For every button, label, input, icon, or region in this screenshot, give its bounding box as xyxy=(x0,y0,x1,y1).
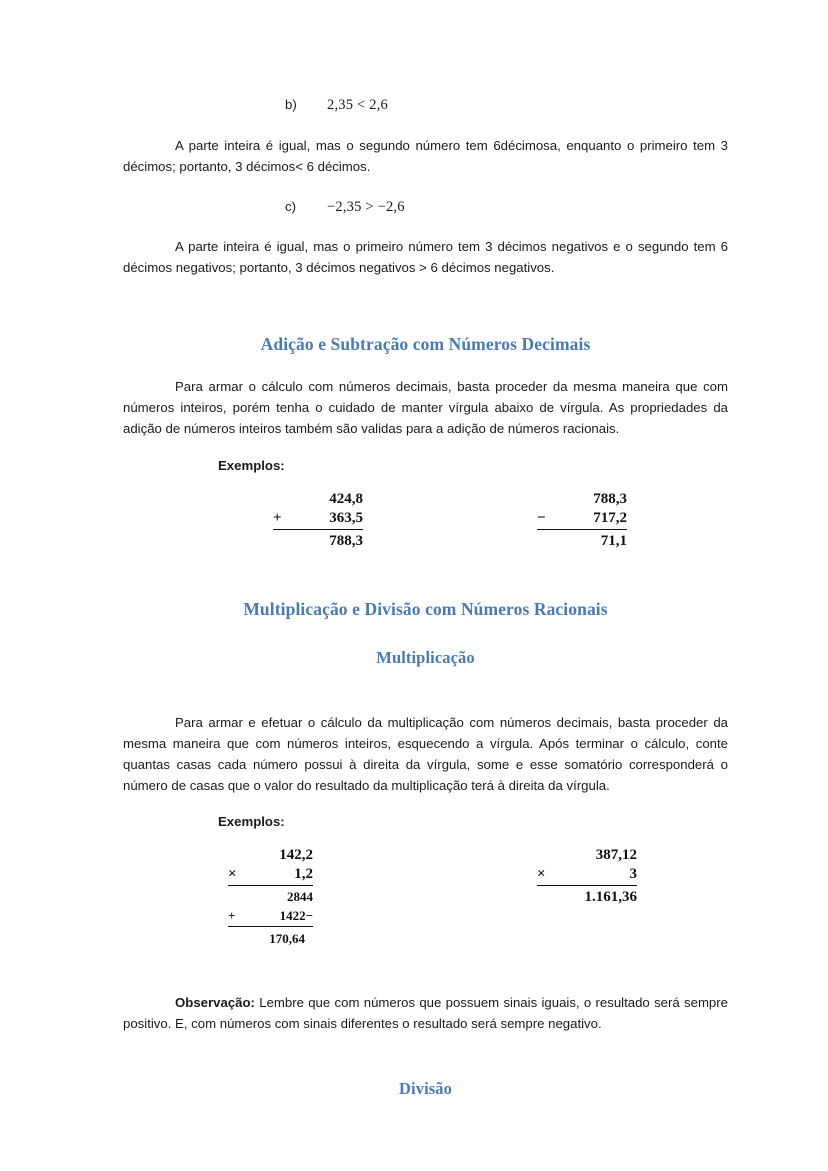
calc-operand-1: 424,8 xyxy=(329,491,363,507)
list-item xyxy=(123,199,728,216)
calc-operand-2-row xyxy=(273,509,363,530)
item-explanation: A parte inteira é igual, mas o primeiro número tem 3 décimos negativos e o segundo tem 6 décimos negativos; portanto, 3 décimos negativos > 6 décimos negativos. xyxy=(123,239,728,275)
calculation-multiplication-short xyxy=(537,846,637,948)
calculations-multiplicacao xyxy=(123,846,728,948)
exemplos-label-multiplicacao: Exemplos: xyxy=(218,814,285,829)
calc-partial-operator: + xyxy=(228,908,236,923)
item-expression: 2,35 < 2,6 xyxy=(327,97,388,113)
item-letter: c) xyxy=(285,199,296,214)
observacao-label: Observação: xyxy=(175,995,255,1010)
calc-partial-1: 2844 xyxy=(287,889,313,904)
calc-operand-2: 3 xyxy=(629,866,637,882)
calc-result: 788,3 xyxy=(329,533,363,549)
calc-operand-1: 788,3 xyxy=(593,491,627,507)
calc-operator: + xyxy=(273,510,282,526)
calc-operand-1: 142,2 xyxy=(279,847,313,863)
calc-operand-2: 363,5 xyxy=(329,510,363,526)
calc-partial-2-row xyxy=(228,906,313,927)
calc-operator: × xyxy=(228,866,237,882)
list-item xyxy=(123,97,728,114)
calculation-multiplication-long xyxy=(228,846,313,948)
calculations-adicao xyxy=(123,490,728,551)
paragraph-adicao: Para armar o cálculo com números decimais, basta proceder da mesma maneira que com números inteiros, porém tenha o cuidado de manter vírgula abaixo de vírgula. As propriedades da adição de números inteiros também são validas para a adição de números racionais. xyxy=(123,379,728,436)
calc-operand-2-row xyxy=(537,865,637,886)
calc-result: 71,1 xyxy=(600,533,627,549)
subsection-heading-multiplicacao: Multiplicação xyxy=(376,648,475,667)
item-letter: b) xyxy=(285,97,297,112)
calc-operand-1: 387,12 xyxy=(595,847,637,863)
item-explanation: A parte inteira é igual, mas o segundo número tem 6décimosa, enquanto o primeiro tem 3 décimos; portanto, 3 décimos< 6 décimos. xyxy=(123,138,728,174)
calc-operand-2: 717,2 xyxy=(593,510,627,526)
observacao-text: Lembre que com números que possuem sinais iguais, o resultado será sempre positivo. E, com números com sinais diferentes o resultado será sempre negativo. xyxy=(123,995,728,1031)
calc-result: 1.161,36 xyxy=(584,889,637,905)
calculation-addition xyxy=(273,490,363,551)
subsection-heading-divisao: Divisão xyxy=(399,1079,452,1098)
section-heading-adicao: Adição e Subtração com Números Decimais xyxy=(260,334,591,354)
calc-operand-2: 1,2 xyxy=(294,866,313,882)
page-content xyxy=(123,0,728,1099)
section-heading-multiplicacao-divisao: Multiplicação e Divisão com Números Racionais xyxy=(243,599,608,619)
exemplos-label-adicao: Exemplos: xyxy=(218,458,285,473)
paragraph-multiplicacao: Para armar e efetuar o cálculo da multiplicação com números decimais, basta proceder da mesma maneira que com números inteiros, esquecendo a vírgula. Após terminar o cálculo, conte quantas casas cada número possui à direita da vírgula, some e esse somatório corresponderá o número de casas que o valor do resultado da multiplicação terá à direita da vírgula. xyxy=(123,715,728,793)
paragraph-observacao xyxy=(123,992,728,1034)
calc-partial-2: 1422− xyxy=(279,908,313,923)
calc-result: 170,64 xyxy=(269,931,305,946)
calc-operator: − xyxy=(537,510,546,526)
calc-operand-2-row xyxy=(537,509,627,530)
calc-operator: × xyxy=(537,866,546,882)
calc-operand-2-row xyxy=(228,865,313,886)
item-expression: −2,35 > −2,6 xyxy=(327,199,405,215)
calculation-subtraction xyxy=(537,490,627,551)
